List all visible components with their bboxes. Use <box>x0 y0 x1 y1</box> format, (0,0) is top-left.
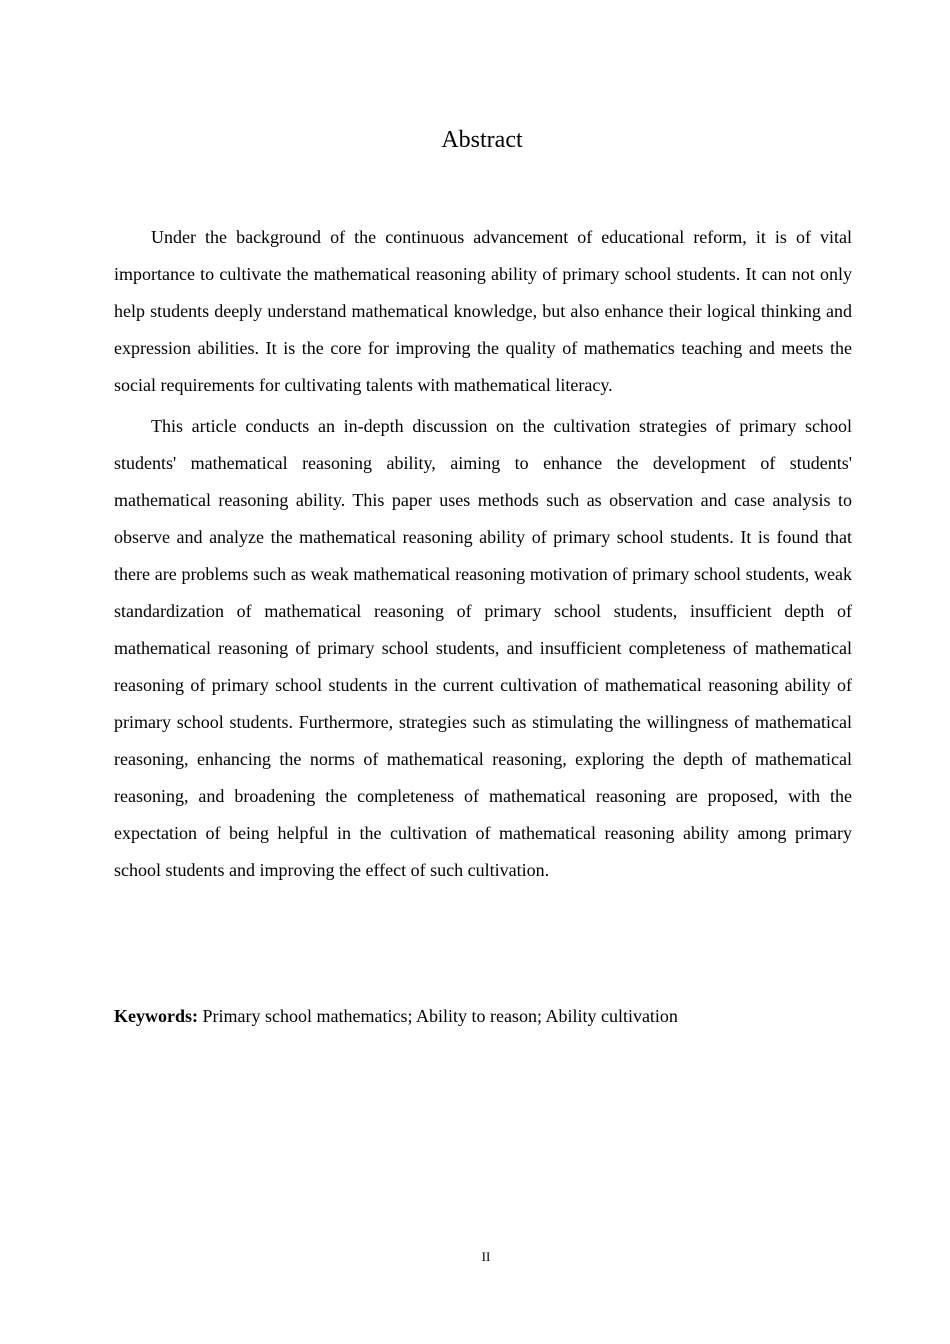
abstract-title: Abstract <box>441 127 523 153</box>
abstract-paragraph-2: This article conducts an in-depth discussion on the cultivation strategies of primary school students' mathematical reasoning ability, aiming to enhance the development of students' mathematical reasoning ability. This paper uses methods such as observation and case analysis to observe and analyze the mathematical reasoning ability of primary school students. It is found that there are problems such as weak mathematical reasoning motivation of primary school students, weak standardization of mathematical reasoning of primary school students, insufficient depth of mathematical reasoning of primary school students, and insufficient completeness of mathematical reasoning of primary school students in the current cultivation of mathematical reasoning ability of primary school students. Furthermore, strategies such as stimulating the willingness of mathematical reasoning, enhancing the norms of mathematical reasoning, exploring the depth of mathematical reasoning, and broadening the completeness of mathematical reasoning are proposed, with the expectation of being helpful in the cultivation of mathematical reasoning ability among primary school students and improving the effect of such cultivation. <box>114 416 852 880</box>
abstract-paragraph-1: Under the background of the continuous advancement of educational reform, it is of vital importance to cultivate the mathematical reasoning ability of primary school students. It can not only help students deeply understand mathematical knowledge, but also enhance their logical thinking and expression abilities. It is the core for improving the quality of mathematics teaching and meets the social requirements for cultivating talents with mathematical literacy. <box>114 227 852 395</box>
keywords-label: Keywords: <box>114 1006 198 1026</box>
page-number: II <box>481 1249 491 1264</box>
abstract-body <box>114 219 852 893</box>
keywords-line <box>114 1000 852 1032</box>
keywords-text: Primary school mathematics; Ability to reason; Ability cultivation <box>198 1006 678 1026</box>
